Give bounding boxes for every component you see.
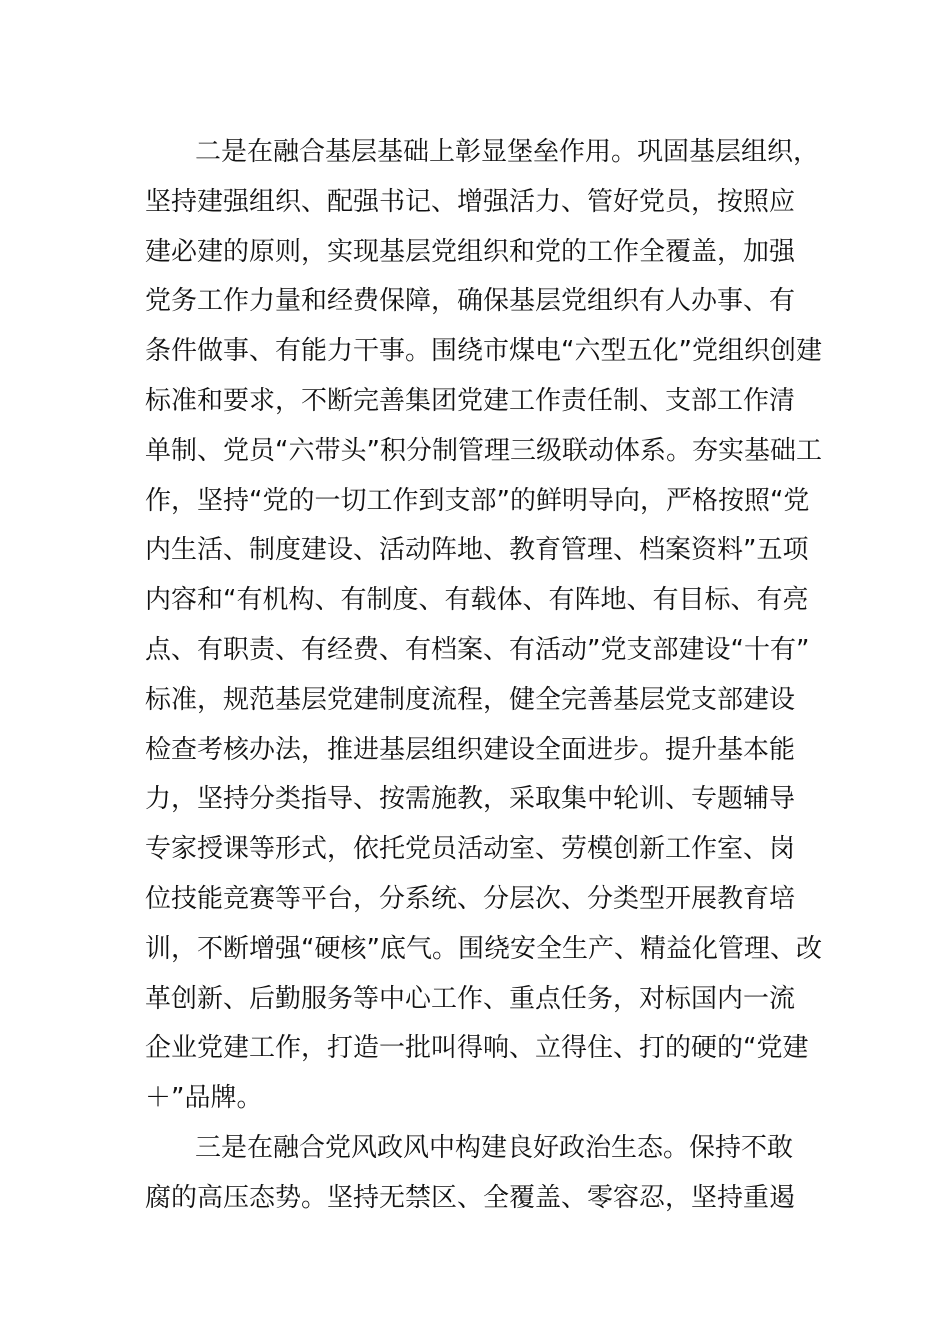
text-line: 力，坚持分类指导、按需施教，采取集中轮训、专题辅导 [145,784,796,815]
text-line: 二是在融合基层基础上彰显堡垒作用。巩固基层组织， [195,137,820,167]
text-line: 标准和要求，不断完善集团党建工作责任制、支部工作清 [145,385,796,416]
paragraph-grassroots [145,128,845,1124]
text-line: 企业党建工作，打造一批叫得响、立得住、打的硬的“党建 [145,1033,809,1064]
text-line: 三是在融合党风政风中构建良好政治生态。保持不敢 [195,1132,794,1163]
text-line: 坚持建强组织、配强书记、增强活力、管好党员，按照应 [145,186,796,217]
text-line: 腐的高压态势。坚持无禁区、全覆盖、零容忍，坚持重遏 [145,1182,796,1213]
text-line: 革创新、后勤服务等中心工作、重点任务，对标国内一流 [145,983,796,1014]
text-line: 检查考核办法，推进基层组织建设全面进步。提升基本能 [145,734,796,765]
text-line: 条件做事、有能力干事。围绕市煤电“六型五化”党组织创建 [145,336,822,367]
text-line: 内生活、制度建设、活动阵地、教育管理、档案资料”五项 [145,535,809,566]
text-line: 内容和“有机构、有制度、有载体、有阵地、有目标、有亮 [145,585,809,616]
text-line: 作，坚持“党的一切工作到支部”的鲜明导向，严格按照“党 [145,485,810,516]
paragraph-political-ecology [145,1124,845,1224]
text-line: ＋”品牌。 [145,1083,263,1114]
text-line: 点、有职责、有经费、有档案、有活动”党支部建设“十有” [145,634,810,665]
text-line: 单制、党员“六带头”积分制管理三级联动体系。夯实基础工 [145,435,822,466]
text-line: 训，不断增强“硬核”底气。围绕安全生产、精益化管理、改 [145,933,822,964]
text-line: 党务工作力量和经费保障，确保基层党组织有人办事、有 [145,286,796,317]
text-line: 专家授课等形式，依托党员活动室、劳模创新工作室、岗 [145,834,796,865]
document-body [145,128,845,1224]
text-line: 标准，规范基层党建制度流程，健全完善基层党支部建设 [145,684,796,715]
text-line: 位技能竞赛等平台，分系统、分层次、分类型开展教育培 [145,883,796,914]
text-line: 建必建的原则，实现基层党组织和党的工作全覆盖，加强 [145,236,796,267]
